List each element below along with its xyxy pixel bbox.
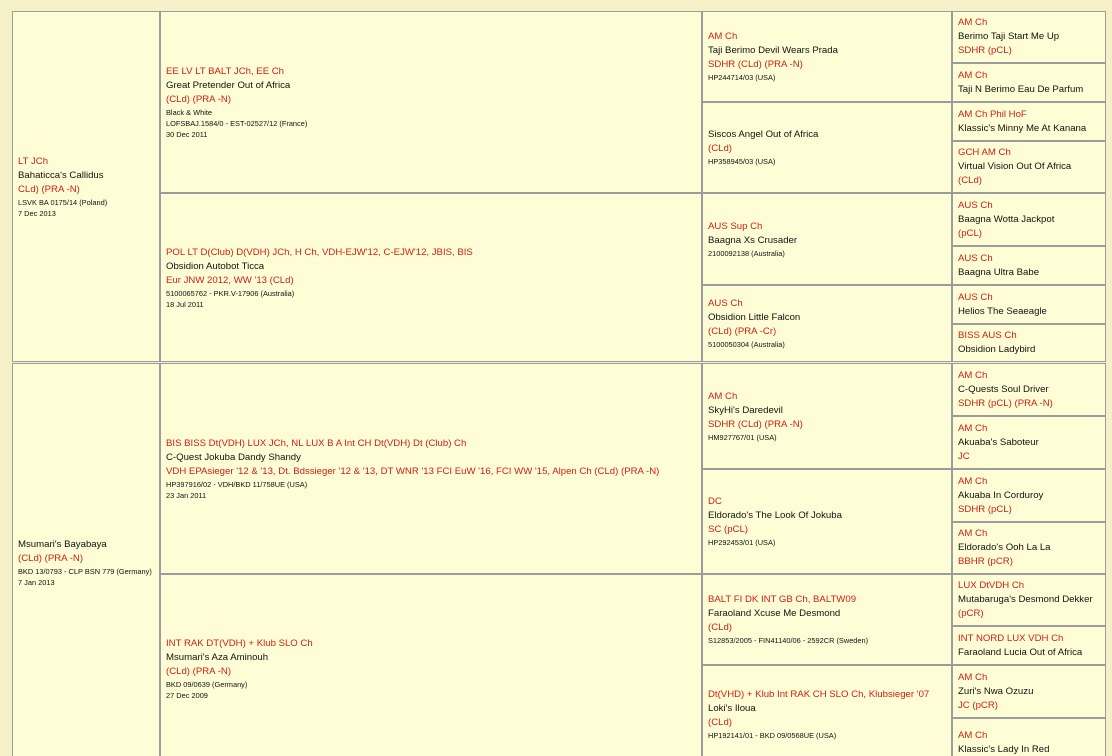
health-line: (pCL) <box>958 227 982 239</box>
title-line: AM Ch Phil HoF <box>958 108 1027 120</box>
dog-name: Virtual Vision Out Of Africa <box>958 161 1072 172</box>
gen2-cell <box>160 11 702 193</box>
health-line: BBHR (pCR) <box>958 556 1013 567</box>
health-line: SDHR (pCL) (PRA -N) <box>958 397 1053 409</box>
title-line: INT RAK DT(VDH) + Klub SLO Ch <box>166 637 313 649</box>
dog-name: Baagna Xs Crusader <box>708 234 798 246</box>
title-line: AUS Ch <box>958 199 993 211</box>
dog-name: Eldorado's The Look Of Jokuba <box>708 510 842 521</box>
dog-name: Obsidion Ladybird <box>958 344 1036 355</box>
gen2-cell <box>160 193 702 362</box>
health-line: SDHR (CLd) (PRA -N) <box>708 418 803 430</box>
registration: S12853/2005 - FIN41140/06 - 2592CR (Sweden) <box>708 636 869 645</box>
color-note: Black & White <box>166 107 213 117</box>
dog-name: C-Quests Soul Driver <box>958 383 1049 395</box>
registration: 5100050304 (Australia) <box>708 340 785 349</box>
gen3-cell <box>702 574 952 665</box>
title-line: AM Ch <box>958 422 988 434</box>
health-line: VDH EPAsieger '12 & '13, Dt. Bdssieger '12 & '13, DT WNR '13 FCI EuW '16, FCI WW '15, Alpen Ch (CLd) (PRA -N) <box>166 465 660 477</box>
birth-date: 7 Jan 2013 <box>18 578 55 587</box>
health-line: CLd) (PRA -N) <box>18 183 80 195</box>
dog-name: Taji Berimo Devil Wears Prada <box>708 45 838 56</box>
title-line: DC <box>708 496 722 507</box>
health-line: (CLd) (PRA -Cr) <box>708 326 777 337</box>
health-line: (CLd) (PRA -N) <box>166 665 232 677</box>
title-line: GCH AM Ch <box>958 147 1011 158</box>
registration: HP397916/02 - VDH/BKD 11/758UE (USA) <box>166 479 308 489</box>
dog-name: Msumari's Bayabaya <box>18 539 107 550</box>
title-line: AUS Ch <box>958 252 993 264</box>
birth-date: 23 Jan 2011 <box>166 490 207 500</box>
dog-name: Obsidion Autobot Ticca <box>166 260 265 272</box>
gen4-cell <box>952 363 1106 416</box>
dog-name: Loki's Iloua <box>708 702 756 714</box>
dog-name: Mutabaruga's Desmond Dekker <box>958 594 1093 605</box>
gen4-cell <box>952 324 1106 362</box>
gen4-cell <box>952 522 1106 574</box>
registration: 2100092138 (Australia) <box>708 248 785 258</box>
gen1-dam-cell <box>12 363 160 756</box>
title-line: AM Ch <box>708 390 738 402</box>
title-line: AM Ch <box>958 69 988 81</box>
health-line: JC <box>958 450 970 462</box>
gen4-cell <box>952 11 1106 63</box>
title-line: POL LT D(Club) D(VDH) JCh, H Ch, VDH-EJW'12, C-EJW'12, JBIS, BIS <box>166 246 473 258</box>
dog-name: Bahaticca's Callidus <box>18 169 104 181</box>
title-line: LUX DtVDH Ch <box>958 580 1025 591</box>
dog-name: Great Pretender Out of Africa <box>166 79 291 91</box>
title-line: Dt(VHD) + Klub Int RAK CH SLO Ch, Klubsieger '07 <box>708 688 930 700</box>
dog-name: Helios The Seaeagle <box>958 305 1047 317</box>
gen4-cell <box>952 141 1106 193</box>
birth-date: 30 Dec 2011 <box>166 129 208 139</box>
birth-date: 7 Dec 2013 <box>18 208 56 218</box>
gen4-cell <box>952 416 1106 469</box>
dog-name: Taji N Berimo Eau De Parfum <box>958 83 1084 95</box>
health-line: (CLd) (PRA -N) <box>18 553 84 564</box>
dog-name: Klassic's Lady In Red <box>958 744 1050 755</box>
dog-name: Baagna Ultra Babe <box>958 266 1040 278</box>
gen4-cell <box>952 469 1106 522</box>
gen4-cell <box>952 574 1106 626</box>
title-line: BALT FI DK INT GB Ch, BALTW09 <box>708 594 857 605</box>
registration: LSVK BA 0175/14 (Poland) <box>18 197 108 207</box>
title-line: AUS Sup Ch <box>708 220 763 232</box>
title-line: AM Ch <box>958 17 988 28</box>
dog-name: Obsidion Little Falcon <box>708 312 801 323</box>
dog-name: Siscos Angel Out of Africa <box>708 129 819 140</box>
gen4-cell <box>952 718 1106 756</box>
birth-date: 27 Dec 2009 <box>166 690 208 700</box>
birth-date: 18 Jul 2011 <box>166 299 204 309</box>
health-line: (CLd) <box>958 175 982 186</box>
gen3-cell <box>702 285 952 362</box>
title-line: INT NORD LUX VDH Ch <box>958 632 1064 644</box>
dog-name: Klassic's Minny Me At Kanana <box>958 122 1087 134</box>
dog-name: SkyHi's Daredevil <box>708 404 783 416</box>
gen4-cell <box>952 626 1106 665</box>
gen4-cell <box>952 193 1106 246</box>
dog-name: Baagna Wotta Jackpot <box>958 213 1055 225</box>
gen3-cell <box>702 665 952 756</box>
dog-name: Akuaba In Corduroy <box>958 489 1044 501</box>
health-line: SDHR (pCL) <box>958 45 1012 56</box>
registration: HP192141/01 - BKD 09/0568UE (USA) <box>708 730 837 740</box>
gen1-sire-cell <box>12 11 160 362</box>
health-line: SC (pCL) <box>708 524 748 535</box>
gen4-cell <box>952 102 1106 141</box>
registration: BKD 13/0793 - CLP BSN 779 (Germany) <box>18 567 152 576</box>
gen3-cell <box>702 11 952 102</box>
gen4-cell <box>952 63 1106 102</box>
gen4-cell <box>952 665 1106 718</box>
gen2-cell <box>160 363 702 574</box>
title-line: AM Ch <box>958 730 988 741</box>
dog-name: Faraoland Lucia Out of Africa <box>958 646 1083 658</box>
title-line: AM Ch <box>958 528 988 539</box>
health-line: (CLd) <box>708 716 732 728</box>
gen3-cell <box>702 102 952 193</box>
health-line: (CLd) <box>708 622 732 633</box>
title-line: AM Ch <box>708 31 738 42</box>
registration: HM927767/01 (USA) <box>708 432 777 442</box>
health-line: (pCR) <box>958 608 984 619</box>
dog-name: Zuri's Nwa Ozuzu <box>958 685 1034 697</box>
registration: 5100065762 - PKR.V-17906 (Australia) <box>166 288 295 298</box>
dog-name: Faraoland Xcuse Me Desmond <box>708 608 841 619</box>
title-line: EE LV LT BALT JCh, EE Ch <box>166 65 285 77</box>
registration: HP244714/03 (USA) <box>708 73 776 82</box>
title-line: AUS Ch <box>708 298 743 309</box>
health-line: SDHR (pCL) <box>958 503 1012 515</box>
gen3-cell <box>702 469 952 574</box>
registration: HP358945/03 (USA) <box>708 157 776 166</box>
gen3-cell <box>702 363 952 469</box>
dog-name: C-Quest Jokuba Dandy Shandy <box>166 451 301 463</box>
health-line: JC (pCR) <box>958 699 998 711</box>
registration: LOFSBAJ.1584/0 - EST-02527/12 (France) <box>166 118 308 128</box>
dog-name: Berimo Taji Start Me Up <box>958 31 1060 42</box>
registration: BKD 09/0639 (Germany) <box>166 679 248 689</box>
gen3-cell <box>702 193 952 285</box>
title-line: LT JCh <box>18 155 49 167</box>
dog-name: Akuaba's Saboteur <box>958 436 1039 448</box>
registration: HP292453/01 (USA) <box>708 538 776 547</box>
title-line: AM Ch <box>958 369 988 381</box>
title-line: AUS Ch <box>958 291 993 303</box>
title-line: AM Ch <box>958 475 988 487</box>
health-line: Eur JNW 2012, WW '13 (CLd) <box>166 274 294 286</box>
title-line: AM Ch <box>958 671 988 683</box>
gen4-cell <box>952 246 1106 285</box>
title-line: BIS BISS Dt(VDH) LUX JCh, NL LUX B A Int CH Dt(VDH) Dt (Club) Ch <box>166 437 467 449</box>
health-line: SDHR (CLd) (PRA -N) <box>708 59 803 70</box>
gen2-cell <box>160 574 702 756</box>
gen4-cell <box>952 285 1106 324</box>
dog-name: Eldorado's Ooh La La <box>958 542 1051 553</box>
title-line: BISS AUS Ch <box>958 330 1017 341</box>
health-line: (CLd) (PRA -N) <box>166 93 232 105</box>
health-line: (CLd) <box>708 143 732 154</box>
dog-name: Msumari's Aza Aminouh <box>166 651 269 663</box>
